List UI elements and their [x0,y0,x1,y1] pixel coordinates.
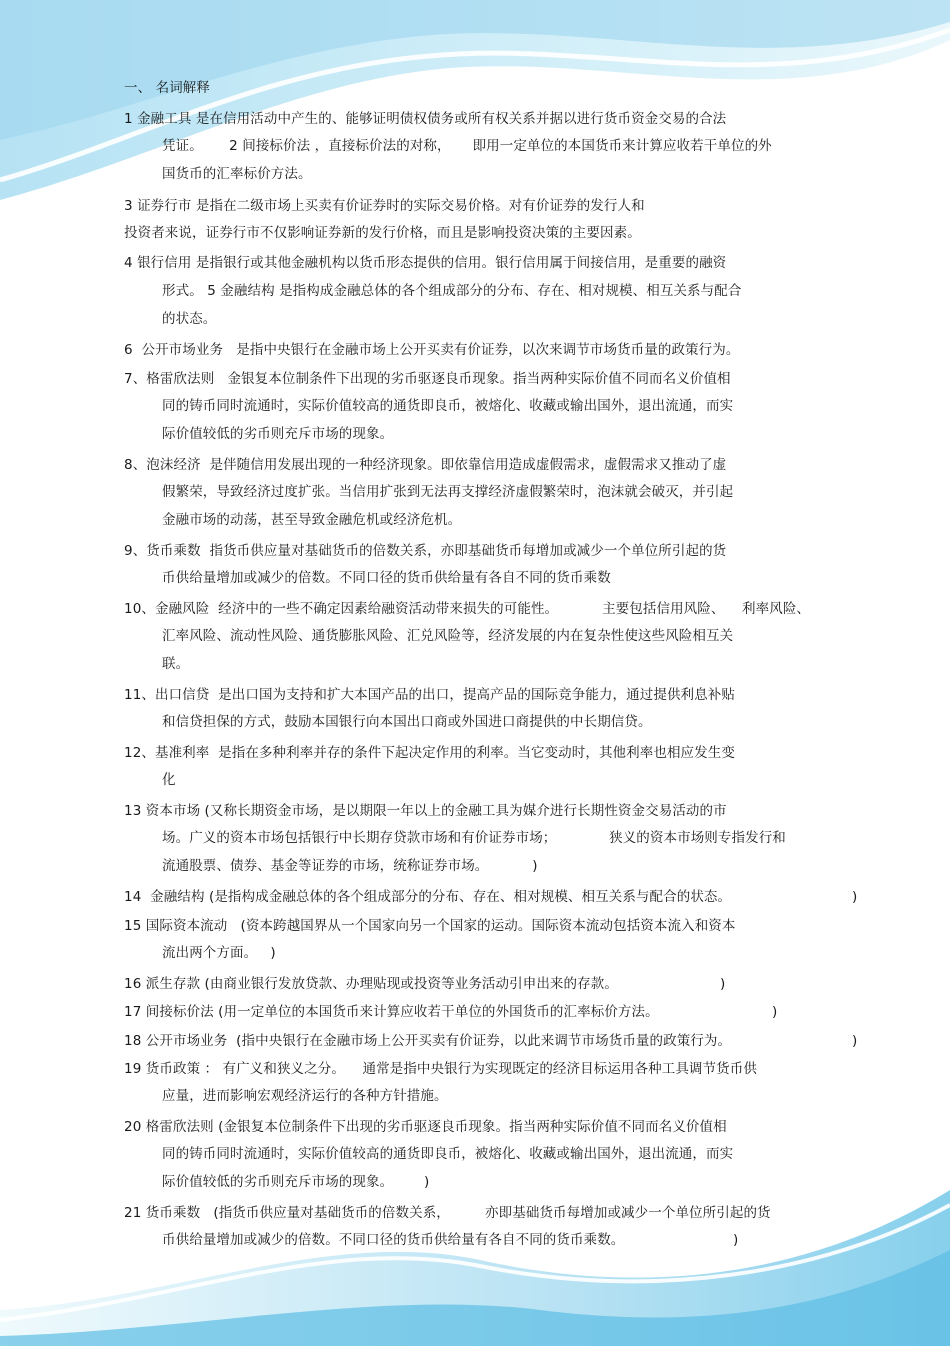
text-line: 1 金融工具 是在信用活动中产生的、能够证明债权债务或所有权关系并据以进行货币资金交易的合法 [124,111,727,127]
closing-paren: ) [720,976,726,992]
text-line: 应量，进而影响宏观经济运行的各种方针措施。 [162,1088,448,1104]
text-line: 际价值较低的劣币则充斥市场的现象。 [162,426,394,442]
text-line: 化 [162,772,176,788]
text-line: 10、金融风险 经济中的一些不确定因素给融资活动带来损失的可能性。 主要包括信用风险、 利率风险、 [124,601,811,617]
text-line: 币供给量增加或减少的倍数。不同口径的货币供给量有各自不同的货币乘数。 [162,1232,625,1248]
text-line: 际价值较低的劣币则充斥市场的现象。 ) [162,1174,430,1190]
closing-paren: ) [852,1033,858,1049]
text-line: 4 银行信用 是指银行或其他金融机构以货币形态提供的信用。银行信用属于间接信用，是重要的融资 [124,255,727,271]
text-line: 的状态。 [162,311,217,327]
text-line: 3 证券行市 是指在二级市场上买卖有价证券时的实际交易价格。对有价证券的发行人和 [124,198,645,214]
text-line: 6 公开市场业务 是指中央银行在金融市场上公开买卖有价证券，以次来调节市场货币量的政策行为。 [124,342,740,358]
closing-paren: ) [852,889,858,905]
text-line: 19 货币政策 ： 有广义和狭义之分。 通常是指中央银行为实现既定的经济目标运用各种工具调节货币供 [124,1061,757,1077]
text-line: 同的铸币同时流通时，实际价值较高的通货即良币，被熔化、收藏或输出国外，退出流通，而实 [162,1146,734,1162]
text-line: 联。 [162,656,190,672]
text-line: 12、基准利率 是指在多种利率并存的条件下起决定作用的利率。当它变动时，其他利率也相应发生变 [124,745,735,761]
text-line: 凭证。 2 间接标价法 ，直接标价法的对称， 即用一定单位的本国货币来计算应收若干单位的外 [162,138,772,154]
text-line: 币供给量增加或减少的倍数。不同口径的货币供给量有各自不同的货币乘数 [162,570,611,586]
text-line: 16 派生存款 (由商业银行发放贷款、办理贴现或投资等业务活动引申出来的存款。 [124,976,618,992]
text-line: 15 国际资本流动 (资本跨越国界从一个国家向另一个国家的运动。国际资本流动包括资本流入和资本 [124,918,736,934]
text-line: 形式。 5 金融结构 是指构成金融总体的各个组成部分的分布、存在、相对规模、相互关系与配合 [162,283,742,299]
text-line: 场。广义的资本市场包括银行中长期存贷款市场和有价证券市场； 狭义的资本市场则专指发行和 [162,830,786,846]
text-line: 20 格雷欣法则 (金银复本位制条件下出现的劣币驱逐良币现象。指当两种实际价值不同而名义价值相 [124,1119,727,1135]
closing-paren: ) [733,1232,739,1248]
text-line: 13 资本市场 (又称长期资金市场，是以期限一年以上的金融工具为媒介进行长期性资金交易活动的市 [124,803,727,819]
closing-paren: ) [772,1004,778,1020]
text-line: 8、泡沫经济 是伴随信用发展出现的一种经济现象。即依靠信用造成虚假需求，虚假需求又推动了虚 [124,457,727,473]
text-line: 14 金融结构 (是指构成金融总体的各个组成部分的分布、存在、相对规模、相互关系与配合的状态。 [124,889,732,905]
text-line: 11、出口信贷 是出口国为支持和扩大本国产品的出口，提高产品的国际竞争能力，通过提供利息补贴 [124,687,735,703]
text-line: 汇率风险、流动性风险、通货膨胀风险、汇兑风险等，经济发展的内在复杂性使这些风险相互关 [162,628,734,644]
text-line: 国货币的汇率标价方法。 [162,166,312,182]
text-line: 7、格雷欣法则 金银复本位制条件下出现的劣币驱逐良币现象。指当两种实际价值不同而名义价值相 [124,371,731,387]
text-line: 18 公开市场业务 (指中央银行在金融市场上公开买卖有价证券，以此来调节市场货币量的政策行为。 [124,1033,732,1049]
text-line: 同的铸币同时流通时，实际价值较高的通货即良币，被熔化、收藏或输出国外，退出流通，而实 [162,398,734,414]
text-line: 21 货币乘数 (指货币供应量对基础货币的倍数关系， 亦即基础货币每增加或减少一个单位所引起的货 [124,1205,771,1221]
text-line: 投资者来说，证券行市不仅影响证券新的发行价格，而且是影响投资决策的主要因素。 [124,225,641,241]
text-line: 流出两个方面。 ) [162,945,276,961]
text-line: 流通股票、债券、基金等证券的市场，统称证券市场。 ) [162,858,538,874]
text-line: 17 间接标价法 (用一定单位的本国货币来计算应收若干单位的外国货币的汇率标价方法。 [124,1004,659,1020]
text-line: 假繁荣，导致经济过度扩张。当信用扩张到无法再支撑经济虚假繁荣时，泡沫就会破灭，并引起 [162,484,734,500]
text-line: 金融市场的动荡，甚至导致金融危机或经济危机。 [162,512,462,528]
section-heading: 一、 名词解释 [124,80,210,96]
text-line: 9、货币乘数 指货币供应量对基础货币的倍数关系，亦即基础货币每增加或减少一个单位所引起的货 [124,543,727,559]
text-line: 和信贷担保的方式，鼓励本国银行向本国出口商或外国进口商提供的中长期信贷。 [162,714,652,730]
